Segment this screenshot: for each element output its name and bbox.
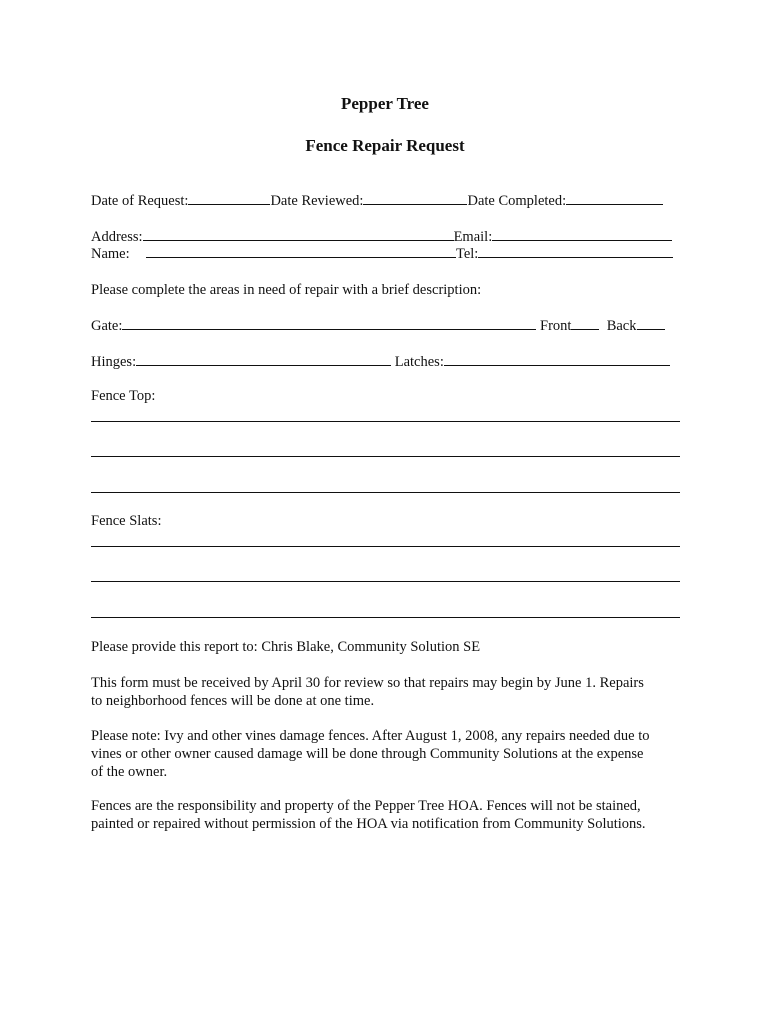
org-name: Pepper Tree [341,94,429,113]
name-blank[interactable] [146,245,456,258]
front-blank[interactable] [571,317,599,330]
vines-line-3: of the owner. [91,764,168,780]
gate-label: Gate: [91,318,123,334]
tel-label: Tel: [456,246,479,262]
form-title: Fence Repair Request [305,136,465,155]
latches-blank[interactable] [444,353,670,366]
responsibility-line-2: painted or repaired without permission of the HOA via notification from Community Solutions. [91,816,646,832]
email-label: Email: [453,229,493,245]
fence-top-line-1[interactable] [91,421,680,422]
date-of-request-blank[interactable] [188,192,270,205]
date-completed-blank[interactable] [566,192,663,205]
name-row [91,245,673,263]
date-completed-label: Date Completed: [467,193,567,209]
tel-blank[interactable] [478,245,673,258]
fence-slats-line-2[interactable] [91,581,680,582]
address-label: Address: [91,229,143,245]
gate-blank[interactable] [122,317,536,330]
date-of-request-label: Date of Request: [91,193,189,209]
gate-row [91,317,665,335]
back-blank[interactable] [637,317,665,330]
deadline-line-1: This form must be received by April 30 for review so that repairs may begin by June 1. Repairs [91,675,644,691]
provide-report-note [91,638,691,656]
deadline-note [91,674,691,710]
date-reviewed-blank[interactable] [363,192,467,205]
dates-row [91,192,663,210]
hinges-label: Hinges: [91,354,137,370]
vines-note [91,727,691,781]
fence-slats-label: Fence Slats: [91,513,162,529]
date-reviewed-label: Date Reviewed: [270,193,364,209]
latches-label: Latches: [394,354,444,370]
email-blank[interactable] [492,228,672,241]
back-label: Back [606,318,637,334]
responsibility-note [91,797,691,833]
front-label: Front [540,318,572,334]
vines-line-1: Please note: Ivy and other vines damage fences. After August 1, 2008, any repairs needed due to [91,728,650,744]
responsibility-line-1: Fences are the responsibility and property of the Pepper Tree HOA. Fences will not be stained, [91,798,641,814]
fence-top-line-3[interactable] [91,492,680,493]
fence-top-label: Fence Top: [91,388,156,404]
fence-slats-line-3[interactable] [91,617,680,618]
instructions-text: Please complete the areas in need of repair with a brief description: [91,282,482,298]
address-blank[interactable] [143,228,454,241]
fence-slats-line-1[interactable] [91,546,680,547]
vines-line-2: vines or other owner caused damage will be done through Community Solutions at the expense [91,746,644,762]
address-row [91,228,672,246]
name-label: Name: [91,246,130,262]
fence-top-line-2[interactable] [91,456,680,457]
hinges-row [91,353,670,371]
hinges-blank[interactable] [136,353,391,366]
provide-report-text: Please provide this report to: Chris Blake, Community Solution SE [91,639,481,655]
deadline-line-2: to neighborhood fences will be done at one time. [91,693,375,709]
